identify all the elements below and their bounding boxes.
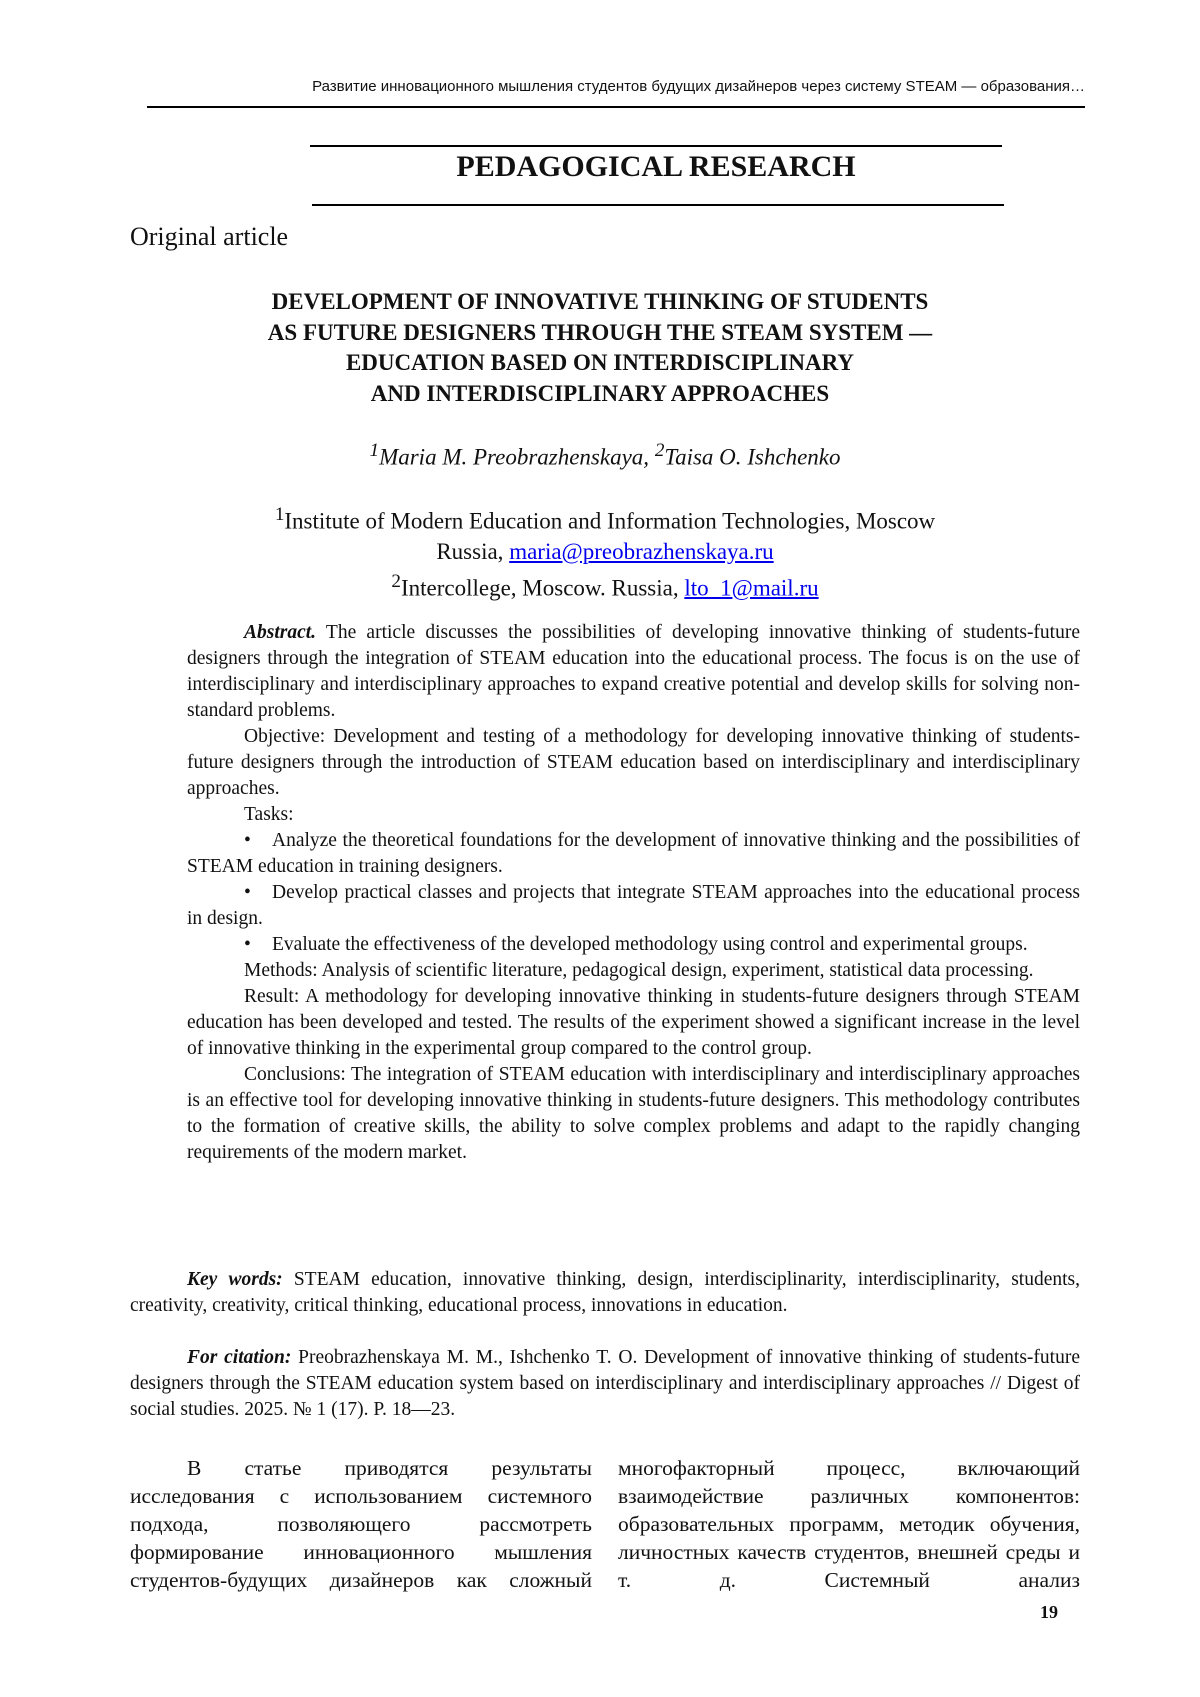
author-sup: 1: [369, 440, 379, 461]
abstract-label: Abstract.: [244, 622, 316, 643]
body-column-right: многофакторный процесс, включающий взаимодействие различных компонентов: образовательных программ, методик обучения, личностных качеств студентов, внешней среды и т. д. Системный анализ: [618, 1454, 1080, 1594]
abstract-tasks-label: Tasks:: [187, 802, 1080, 828]
page-number: 19: [1040, 1602, 1058, 1623]
task-item: • Develop practical classes and projects that integrate STEAM approaches into the educational process in design.: [187, 880, 1080, 932]
tasks-list: [187, 828, 1080, 958]
task-item: • Evaluate the effectiveness of the developed methodology using control and experimental groups.: [187, 932, 1080, 958]
abstract-conclusions: Conclusions: The integration of STEAM education with interdisciplinary and interdisciplinary approaches is an effective tool for developing innovative thinking in students-future designers. This methodology contributes to the formation of creative skills, the ability to solve complex problems and adapt to the rapidly changing requirements of the modern market.: [187, 1062, 1080, 1166]
title-line: AND INTERDISCIPLINARY APPROACHES: [160, 379, 1040, 410]
title-line: AS FUTURE DESIGNERS THROUGH THE STEAM SYSTEM —: [160, 318, 1040, 349]
keywords: [130, 1267, 1080, 1319]
keywords-text: STEAM education, innovative thinking, design, interdisciplinarity, interdisciplinarity, students, creativity, creativity, critical thinking, educational process, innovations in education.: [130, 1269, 1080, 1316]
section-rule-top: [310, 145, 1002, 147]
affil-sup: 2: [391, 571, 401, 592]
title-line: DEVELOPMENT OF INNOVATIVE THINKING OF STUDENTS: [160, 287, 1040, 318]
abstract-methods: Methods: Analysis of scientific literature, pedagogical design, experiment, statistical data processing.: [187, 958, 1080, 984]
article-type: Original article: [130, 222, 288, 252]
author-2: Taisa O. Ishchenko: [664, 445, 840, 470]
abstract-objective: Objective: Development and testing of a methodology for developing innovative thinking of students-future designers through the introduction of STEAM education based on interdisciplinary and interdisciplinary approaches.: [187, 724, 1080, 802]
section-heading: PEDAGOGICAL RESEARCH: [310, 150, 1002, 184]
affiliation-1-country: Russia,: [436, 539, 509, 564]
affil-sup: 1: [275, 504, 285, 525]
header-rule: [147, 106, 1085, 108]
keywords-label: Key words:: [187, 1269, 283, 1290]
abstract-intro: The article discusses the possibilities of developing innovative thinking of students-future designers through the integration of STEAM education into the educational process. The focus is on the use of interdisciplinary and interdisciplinary approaches to expand creative potential and develop skills for solving non-standard problems.: [187, 622, 1080, 721]
body-column-left: В статье приводятся результаты исследования с использованием системного подхода, позволяющего рассмотреть формирование инновационного мышления студентов-будущих дизайнеров как сложный: [130, 1454, 592, 1594]
section-rule-bottom: [312, 204, 1004, 206]
email-link-2[interactable]: lto_1@mail.ru: [684, 575, 818, 600]
affiliation-1: Institute of Modern Education and Information Technologies, Moscow: [284, 509, 935, 534]
citation: [130, 1345, 1080, 1423]
citation-text: Preobrazhenskaya M. M., Ishchenko T. O. Development of innovative thinking of students-future designers through the STEAM education system based on interdisciplinary and interdisciplinary approaches // Digest of social studies. 2025. № 1 (17). P. 18—23.: [130, 1347, 1080, 1420]
running-header: Развитие инновационного мышления студентов будущих дизайнеров через систему STEAM — образования…: [147, 78, 1085, 95]
affiliations: [130, 500, 1080, 603]
title-line: EDUCATION BASED ON INTERDISCIPLINARY: [160, 348, 1040, 379]
abstract-result: Result: A methodology for developing innovative thinking in students-future designers through STEAM education has been developed and tested. The results of the experiment showed a significant increase in the level of innovative thinking in the experimental group compared to the control group.: [187, 984, 1080, 1062]
email-link-1[interactable]: maria@preobrazhenskaya.ru: [509, 539, 773, 564]
author-sup: 2: [655, 440, 665, 461]
citation-label: For citation:: [187, 1347, 291, 1368]
author-1: Maria M. Preobrazhenskaya,: [379, 445, 655, 470]
affiliation-2: Intercollege, Moscow. Russia,: [401, 575, 684, 600]
authors: [130, 440, 1080, 471]
task-item: • Analyze the theoretical foundations for the development of innovative thinking and the possibilities of STEAM education in training designers.: [187, 828, 1080, 880]
abstract: [187, 620, 1080, 1166]
article-title: [160, 287, 1040, 409]
